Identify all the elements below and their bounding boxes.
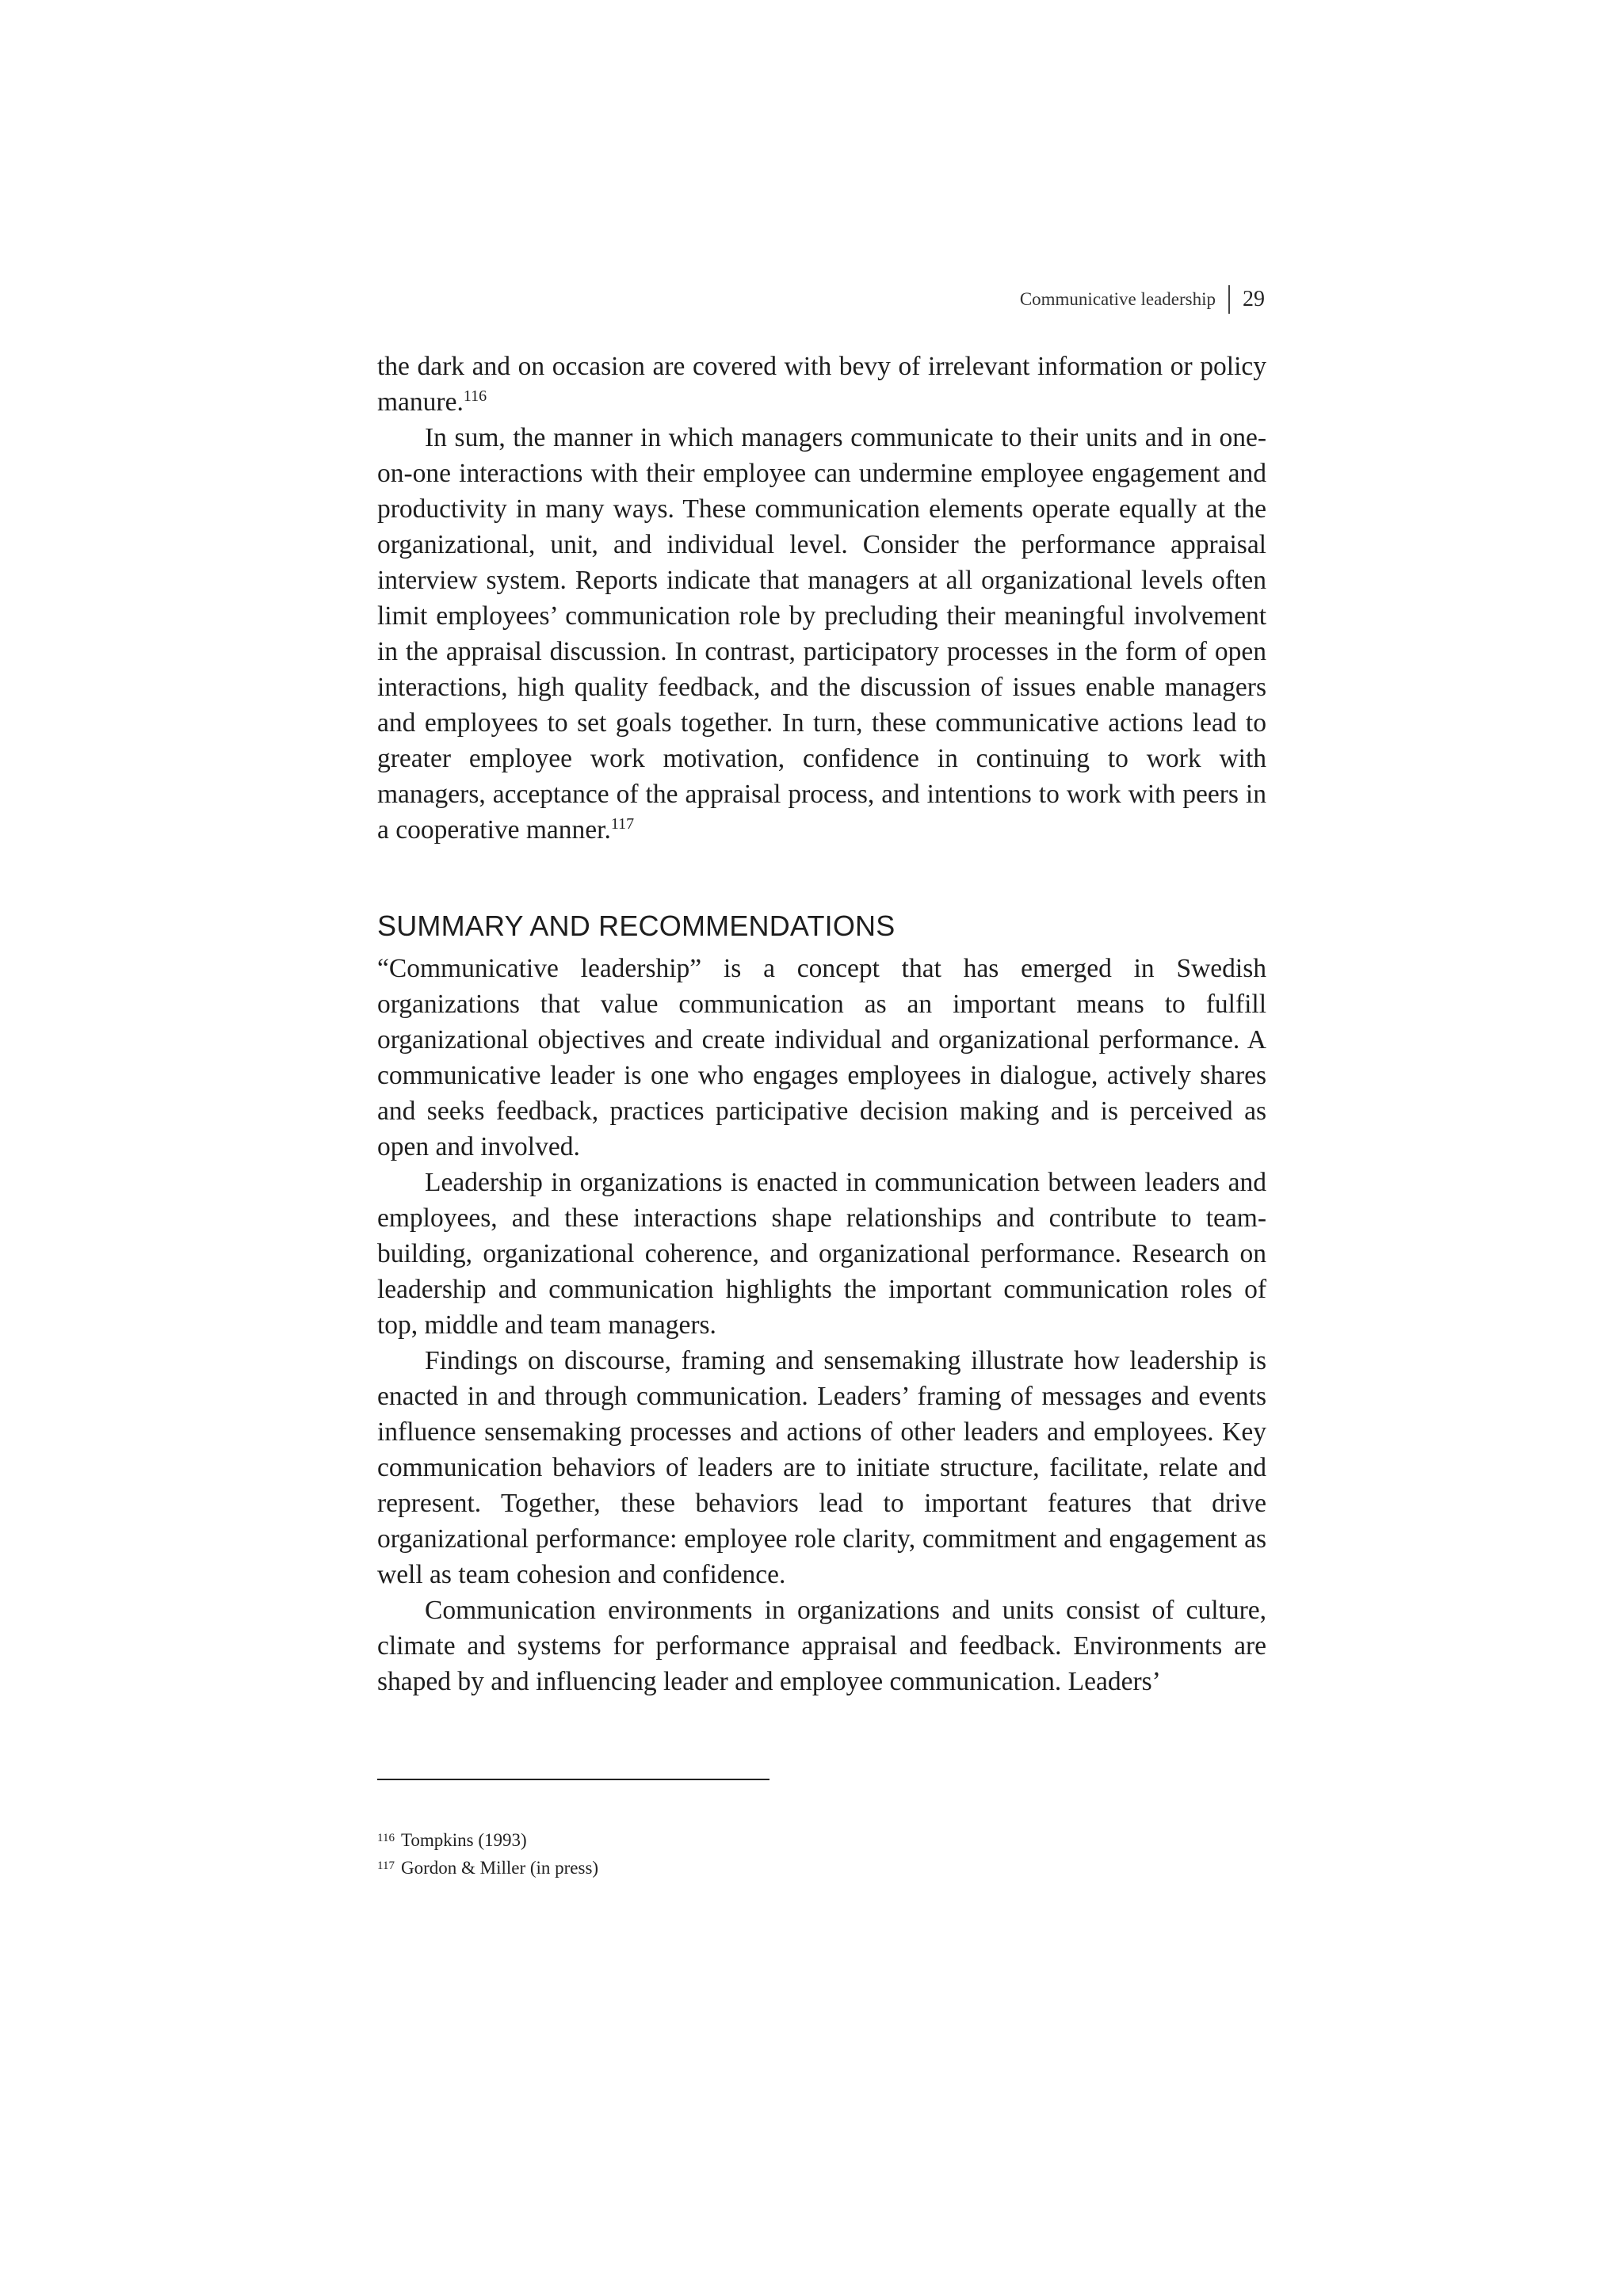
running-head-divider	[1228, 285, 1230, 314]
footnotes	[377, 1825, 1265, 1881]
body-text	[377, 349, 1266, 1699]
footnote-text: Tompkins (1993)	[400, 1830, 527, 1850]
page-number: 29	[1243, 287, 1265, 311]
paragraph-text: In sum, the manner in which managers communicate to their units and in one-on-one interactions with their employee can undermine employee engagement and productivity in many ways. These communication elements operate equally at the organizational, unit, and individual level. Consider the performance appraisal interview system. Reports indicate that managers at all organizational levels often limit employees’ communication role by precluding their meaningful involvement in the appraisal discussion. In contrast, participatory processes in the form of open interactions, high quality feedback, and the discussion of issues enable managers and employees to set goals together. In turn, these communicative actions lead to greater employee work motivation, confidence in continuing to work with managers, acceptance of the appraisal process, and intentions to work with peers in a cooperative manner.	[377, 423, 1266, 845]
footnote-text: Gordon & Miller (in press)	[400, 1858, 599, 1878]
section-heading: SUMMARY AND RECOMMENDATIONS	[377, 910, 896, 942]
footnote-number: 117	[377, 1859, 395, 1872]
paragraph: Communication environments in organizations and units consist of culture, climate and systems for performance appraisal and feedback. Environments are shaped by and influencing leader and employee communication. Leaders’	[377, 1596, 1266, 1696]
paragraph: Findings on discourse, framing and sensemaking illustrate how leadership is enacted in and through communication. Leaders’ framing of messages and events influence sensemaking processes and actions of other leaders and employees. Key communication behaviors of leaders are to initiate structure, facilitate, relate and represent. Together, these behaviors lead to important features that drive organizational performance: employee role clarity, commitment and engagement as well as team cohesion and confidence.	[377, 1346, 1266, 1589]
paragraph-text: the dark and on occasion are covered with bevy of irrelevant information or policy manure.	[377, 352, 1266, 417]
footnote-ref-117[interactable]: 117	[610, 815, 635, 833]
paragraph	[377, 420, 1266, 848]
running-head	[377, 282, 1265, 317]
footnote-number: 116	[377, 1832, 395, 1844]
footnote-separator	[377, 1779, 769, 1780]
footnote-116	[377, 1825, 1265, 1853]
footnote-117	[377, 1853, 1265, 1881]
footnote-ref-116[interactable]: 116	[463, 387, 487, 405]
paragraph: “Communicative leadership” is a concept that has emerged in Swedish organizations that value communication as an important means to fulfill organizational objectives and create individual and organizational performance. A communicative leader is one who engages employees in dialogue, actively shares and seeks feedback, practices participative decision making and is perceived as open and involved.	[377, 954, 1266, 1161]
paragraph: Leadership in organizations is enacted in communication between leaders and employees, and these interactions shape relationships and contribute to team-building, organizational coherence, and organizational performance. Research on leadership and communication highlights the important communication roles of top, middle and team managers.	[377, 1168, 1266, 1340]
paragraph-continued	[377, 349, 1266, 420]
running-head-title: Communicative leadership	[1019, 289, 1216, 309]
